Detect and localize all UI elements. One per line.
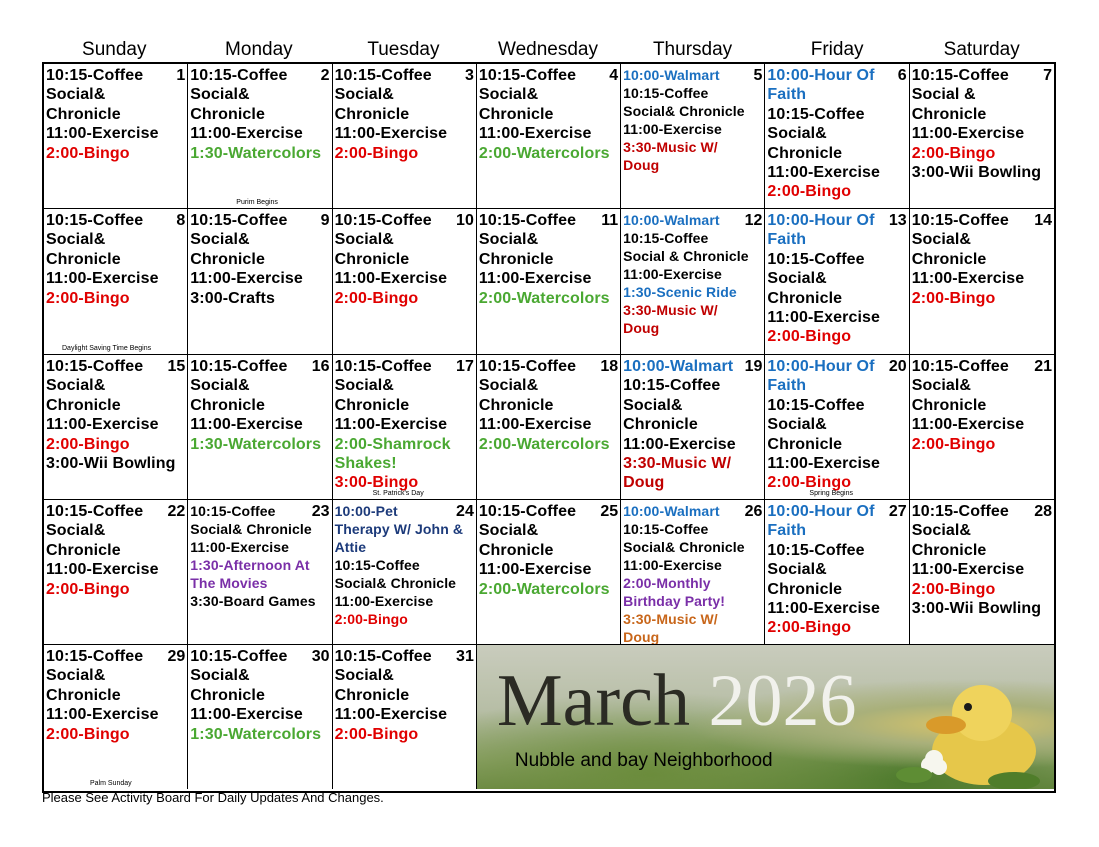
weekday-monday: Monday: [225, 39, 293, 60]
event-line: 10:15-Coffee: [334, 212, 432, 229]
event-line: Chronicle: [911, 250, 987, 268]
event-line: Chronicle: [478, 541, 554, 559]
event-line: 11:00-Exercise: [767, 309, 881, 327]
banner-year: 2026: [708, 660, 857, 742]
event-line: Chronicle: [334, 396, 410, 414]
event-line: Chronicle: [911, 396, 987, 414]
event-line: 3:00-Wii Bowling: [911, 600, 1042, 618]
event-line: 3:00-Bingo: [334, 474, 419, 492]
weekday-friday: Friday: [810, 39, 864, 60]
event-line: Chronicle: [334, 105, 410, 123]
event-line: Chronicle: [478, 396, 554, 414]
event-line: Social&: [478, 377, 539, 395]
day-cell-21[interactable]: [910, 355, 1054, 500]
day-number: 4: [609, 67, 619, 84]
event-line: Social&: [478, 86, 539, 104]
event-line: 10:15-Coffee: [623, 377, 721, 395]
event-line: 10:15-Coffee: [767, 250, 865, 268]
event-line: Faith: [767, 86, 807, 104]
event-line: 2:00-Shamrock: [334, 435, 451, 453]
weekday-tuesday: Tuesday: [367, 39, 440, 60]
event-line: 2:00-Monthly: [623, 575, 711, 591]
event-line: Social&: [334, 86, 394, 104]
event-line: 10:15-Coffee: [478, 358, 577, 375]
event-line: Chronicle: [46, 250, 121, 268]
event-line: 11:00-Exercise: [911, 561, 1025, 579]
day-cell-22[interactable]: [44, 500, 188, 645]
event-line: Chronicle: [767, 289, 843, 307]
day-number: 10: [456, 212, 474, 229]
event-line: 2:00-Bingo: [911, 144, 996, 162]
banner-month: March: [496, 660, 690, 742]
event-line: 11:00-Exercise: [46, 125, 159, 143]
day-cell-1[interactable]: [44, 64, 188, 209]
event-line: 2:00-Bingo: [911, 580, 996, 598]
event-line: Social&: [911, 522, 972, 540]
event-line: 2:00-Watercolors: [478, 580, 610, 598]
event-line: Social&: [46, 231, 106, 249]
event-line: Chronicle: [767, 144, 843, 162]
event-line: Social&: [190, 667, 250, 685]
event-line: Chronicle: [190, 105, 265, 123]
banner-subtitle: Nubble and bay Neighborhood: [514, 750, 773, 771]
event-line: 11:00-Exercise: [478, 561, 592, 579]
event-line: Social& Chronicle: [190, 521, 312, 537]
event-line: Faith: [767, 522, 807, 540]
event-line: 2:00-Bingo: [334, 725, 419, 743]
event-line: 2:00-Bingo: [46, 289, 130, 307]
event-line: 3:30-Music W/: [623, 455, 732, 473]
event-line: 10:15-Coffee: [767, 541, 865, 559]
day-number: 6: [897, 67, 907, 84]
day-number: 30: [311, 648, 330, 665]
event-line: 11:00-Exercise: [190, 125, 303, 143]
event-line: Chronicle: [46, 105, 121, 123]
day-number: 22: [167, 503, 186, 520]
event-line: 10:15-Coffee: [190, 648, 288, 665]
day-number: 21: [1034, 358, 1052, 375]
event-line: 10:15-Coffee: [767, 396, 865, 414]
event-line: 11:00-Exercise: [911, 125, 1025, 143]
event-line: 10:00-Pet: [334, 503, 398, 519]
day-cell-11[interactable]: [477, 209, 621, 355]
day-cell-18[interactable]: [477, 355, 621, 500]
day-cell-26[interactable]: [621, 500, 765, 645]
event-line: 11:00-Exercise: [767, 600, 881, 618]
event-line: 1:30-Afternoon At: [190, 557, 310, 573]
day-cell-12[interactable]: [621, 209, 765, 355]
event-line: 11:00-Exercise: [46, 706, 159, 724]
event-line: 3:00-Wii Bowling: [911, 164, 1042, 182]
event-line: 10:15-Coffee: [190, 67, 288, 84]
event-line: 3:30-Music W/: [623, 302, 718, 318]
event-line: 11:00-Exercise: [334, 593, 434, 609]
event-line: Social&: [190, 86, 250, 104]
day-number: 25: [600, 503, 619, 520]
event-line: 11:00-Exercise: [478, 125, 592, 143]
event-line: 11:00-Exercise: [334, 125, 448, 143]
event-line: 10:15-Coffee: [190, 212, 288, 229]
event-line: Chronicle: [623, 416, 698, 434]
event-line: Chronicle: [46, 396, 121, 414]
day-cell-23[interactable]: [188, 500, 332, 645]
event-line: 11:00-Exercise: [478, 416, 592, 434]
day-number: 31: [456, 648, 474, 665]
event-line: 2:00-Watercolors: [478, 289, 610, 307]
day-number: 13: [888, 212, 907, 229]
day-number: 17: [456, 358, 474, 375]
event-line: Chronicle: [190, 686, 265, 704]
event-line: Social&: [478, 231, 539, 249]
day-cell-9[interactable]: [188, 209, 332, 355]
event-line: 10:15-Coffee: [334, 67, 432, 84]
event-line: 11:00-Exercise: [334, 270, 448, 288]
event-line: 11:00-Exercise: [190, 270, 303, 288]
event-line: 2:00-Bingo: [334, 289, 419, 307]
event-line: 1:30-Watercolors: [190, 435, 322, 453]
day-cell-4[interactable]: [477, 64, 621, 209]
event-line: 11:00-Exercise: [911, 416, 1025, 434]
event-line: 10:00-Hour Of: [767, 358, 875, 375]
event-line: Chronicle: [46, 686, 121, 704]
event-line: Social&: [334, 667, 394, 685]
event-line: Chronicle: [334, 686, 410, 704]
event-line: 11:00-Exercise: [190, 416, 303, 434]
day-cell-8[interactable]: [44, 209, 188, 355]
day-number: 24: [456, 503, 474, 520]
event-line: 3:00-Wii Bowling: [46, 455, 176, 473]
event-line: 2:00-Bingo: [767, 183, 852, 201]
event-line: 10:00-Hour Of: [767, 503, 875, 520]
weekday-sunday: Sunday: [82, 39, 147, 60]
event-line: 10:15-Coffee: [623, 521, 709, 537]
event-line: 10:15-Coffee: [46, 648, 144, 665]
event-line: Social&: [767, 561, 827, 579]
event-line: 11:00-Exercise: [623, 121, 722, 137]
event-line: 11:00-Exercise: [623, 557, 722, 573]
event-line: 11:00-Exercise: [190, 539, 289, 555]
day-number: 5: [753, 67, 763, 84]
event-line: Social&: [911, 377, 972, 395]
event-line: 10:15-Coffee: [911, 503, 1009, 520]
weekday-header: [42, 38, 1054, 62]
day-number: 26: [744, 503, 763, 520]
event-line: Social&: [46, 86, 106, 104]
event-line: 2:00-Watercolors: [478, 144, 610, 162]
event-line: 10:15-Coffee: [767, 105, 865, 123]
event-line: 10:15-Coffee: [911, 358, 1009, 375]
day-number: 16: [311, 358, 330, 375]
day-cell-10[interactable]: [333, 209, 477, 355]
weekday-wednesday: Wednesday: [497, 39, 598, 60]
calendar-grid: [42, 62, 1056, 793]
event-line: 11:00-Exercise: [767, 164, 881, 182]
event-line: 10:15-Coffee: [911, 212, 1009, 229]
footer-note: Please See Activity Board For Daily Updates And Changes.: [42, 790, 384, 805]
event-line: Social&: [767, 125, 827, 143]
event-line: Chronicle: [478, 250, 554, 268]
day-number: 15: [167, 358, 186, 375]
event-line: 2:00-Bingo: [46, 580, 130, 598]
event-line: Chronicle: [478, 105, 554, 123]
holiday-note: St. Patrick's Day: [372, 490, 424, 497]
weekday-thursday: Thursday: [652, 39, 733, 60]
event-line: 2:00-Bingo: [767, 328, 852, 346]
day-cell-29[interactable]: [44, 645, 188, 789]
event-line: Social&: [334, 231, 394, 249]
event-line: 10:00-Walmart: [623, 212, 720, 228]
event-line: 11:00-Exercise: [190, 706, 303, 724]
day-cell-30[interactable]: [188, 645, 332, 789]
event-line: Faith: [767, 377, 807, 395]
event-line: 11:00-Exercise: [767, 455, 881, 473]
day-number: 18: [600, 358, 619, 375]
event-line: The Movies: [190, 575, 268, 591]
duckling-image: [894, 663, 1044, 789]
event-line: 10:15-Coffee: [478, 503, 577, 520]
event-line: Faith: [767, 231, 807, 249]
event-line: 2:00-Bingo: [911, 435, 996, 453]
day-cell-15[interactable]: [44, 355, 188, 500]
event-line: 10:15-Coffee: [478, 212, 577, 229]
day-cell-13[interactable]: [765, 209, 909, 355]
event-line: Doug: [623, 157, 660, 173]
day-number: 8: [176, 212, 186, 229]
day-number: 3: [464, 67, 474, 84]
event-line: Chronicle: [911, 541, 987, 559]
banner-title: [497, 655, 857, 747]
event-line: 11:00-Exercise: [623, 266, 722, 282]
day-number: 29: [167, 648, 186, 665]
day-cell-27[interactable]: [765, 500, 909, 645]
event-line: Social&: [334, 377, 394, 395]
event-line: Shakes!: [334, 455, 397, 473]
day-number: 27: [888, 503, 907, 520]
event-line: Social&: [46, 377, 106, 395]
event-line: Social & Chronicle: [623, 248, 749, 264]
event-line: 2:00-Bingo: [46, 725, 130, 743]
event-line: 10:00-Walmart: [623, 67, 720, 83]
event-line: 2:00-Bingo: [334, 144, 419, 162]
day-number: 1: [176, 67, 186, 84]
event-line: Social&: [623, 396, 683, 414]
event-line: Birthday Party!: [623, 593, 725, 609]
event-line: 10:15-Coffee: [46, 67, 144, 84]
day-number: 20: [888, 358, 907, 375]
event-line: Chronicle: [190, 396, 265, 414]
weekday-saturday: Saturday: [943, 39, 1020, 60]
event-line: 2:00-Bingo: [334, 611, 408, 627]
day-cell-16[interactable]: [188, 355, 332, 500]
event-line: 2:00-Bingo: [46, 144, 130, 162]
holiday-note: Daylight Saving Time Begins: [62, 345, 152, 352]
event-line: 10:15-Coffee: [190, 503, 276, 519]
day-number: 11: [601, 212, 619, 229]
event-line: 10:15-Coffee: [46, 212, 144, 229]
event-line: Social&: [46, 667, 106, 685]
day-cell-31[interactable]: [333, 645, 477, 789]
event-line: 10:00-Hour Of: [767, 212, 875, 229]
event-line: Social&: [767, 270, 827, 288]
event-line: 10:15-Coffee: [334, 648, 432, 665]
holiday-note: Palm Sunday: [90, 780, 132, 787]
event-line: 2:00-Watercolors: [478, 435, 610, 453]
event-line: 3:30-Board Games: [190, 593, 316, 609]
day-number: 23: [311, 503, 330, 520]
day-number: 9: [320, 212, 330, 229]
event-line: 1:30-Scenic Ride: [623, 284, 737, 300]
day-cell-6[interactable]: [765, 64, 909, 209]
day-cell-20[interactable]: [765, 355, 909, 500]
event-line: 10:00-Hour Of: [767, 67, 875, 84]
event-line: 1:30-Watercolors: [190, 725, 322, 743]
day-cell-25[interactable]: [477, 500, 621, 645]
event-line: 10:15-Coffee: [46, 358, 144, 375]
event-line: 2:00-Bingo: [46, 435, 130, 453]
day-cell-3[interactable]: [333, 64, 477, 209]
day-cell-5[interactable]: [621, 64, 765, 209]
event-line: Chronicle: [767, 580, 843, 598]
event-line: Chronicle: [334, 250, 410, 268]
event-line: Doug: [623, 629, 660, 645]
day-number: 7: [1043, 67, 1052, 84]
day-number: 19: [744, 358, 763, 375]
event-line: Social& Chronicle: [623, 103, 745, 119]
event-line: Social&: [767, 416, 827, 434]
event-line: Doug: [623, 474, 665, 492]
event-line: 11:00-Exercise: [623, 435, 736, 453]
event-line: 1:30-Watercolors: [190, 144, 322, 162]
day-cell-28[interactable]: [910, 500, 1054, 645]
event-line: 10:00-Walmart: [623, 503, 720, 519]
day-cell-17[interactable]: [333, 355, 477, 500]
event-line: Social& Chronicle: [623, 539, 745, 555]
day-cell-14[interactable]: [910, 209, 1054, 355]
event-line: Attie: [334, 539, 367, 555]
event-line: Social& Chronicle: [334, 575, 457, 591]
event-line: 3:30-Music W/: [623, 139, 718, 155]
day-cell-2[interactable]: [188, 64, 332, 209]
day-number: 28: [1034, 503, 1052, 520]
event-line: 11:00-Exercise: [46, 561, 159, 579]
event-line: Social&: [46, 522, 106, 540]
event-line: 10:15-Coffee: [334, 557, 420, 573]
event-line: 10:15-Coffee: [46, 503, 144, 520]
event-line: Social&: [190, 231, 250, 249]
day-cell-7[interactable]: [910, 64, 1054, 209]
event-line: Social&: [190, 377, 250, 395]
event-line: Social&: [911, 231, 972, 249]
event-line: 11:00-Exercise: [478, 270, 592, 288]
day-cell-24[interactable]: [333, 500, 477, 645]
day-cell-19[interactable]: [621, 355, 765, 500]
month-banner: [477, 645, 1054, 789]
event-line: 2:00-Bingo: [767, 619, 852, 637]
day-number: 12: [744, 212, 763, 229]
holiday-note: Spring Begins: [809, 490, 854, 497]
event-line: 3:30-Music W/: [623, 611, 718, 627]
event-line: 10:15-Coffee: [190, 358, 288, 375]
event-line: Doug: [623, 320, 660, 336]
event-line: Chronicle: [46, 541, 121, 559]
event-line: 10:15-Coffee: [623, 230, 709, 246]
event-line: Chronicle: [190, 250, 265, 268]
event-line: 2:00-Bingo: [767, 474, 852, 492]
event-line: Chronicle: [767, 435, 843, 453]
event-line: 10:15-Coffee: [478, 67, 577, 84]
event-line: 2:00-Bingo: [911, 289, 996, 307]
event-line: Therapy W/ John &: [334, 521, 464, 537]
event-line: Social &: [911, 86, 976, 104]
event-line: 3:00-Crafts: [190, 289, 275, 307]
holiday-note: Purim Begins: [236, 199, 278, 206]
day-number: 2: [320, 67, 330, 84]
event-line: 10:00-Walmart: [623, 358, 734, 375]
event-line: 11:00-Exercise: [334, 416, 448, 434]
day-number: 14: [1034, 212, 1052, 229]
event-line: 11:00-Exercise: [911, 270, 1025, 288]
event-line: Chronicle: [911, 105, 987, 123]
event-line: 11:00-Exercise: [46, 270, 159, 288]
event-line: 11:00-Exercise: [334, 706, 448, 724]
event-line: 10:15-Coffee: [334, 358, 432, 375]
event-line: 10:15-Coffee: [911, 67, 1009, 84]
event-line: 11:00-Exercise: [46, 416, 159, 434]
event-line: Social&: [478, 522, 539, 540]
event-line: 10:15-Coffee: [623, 85, 709, 101]
